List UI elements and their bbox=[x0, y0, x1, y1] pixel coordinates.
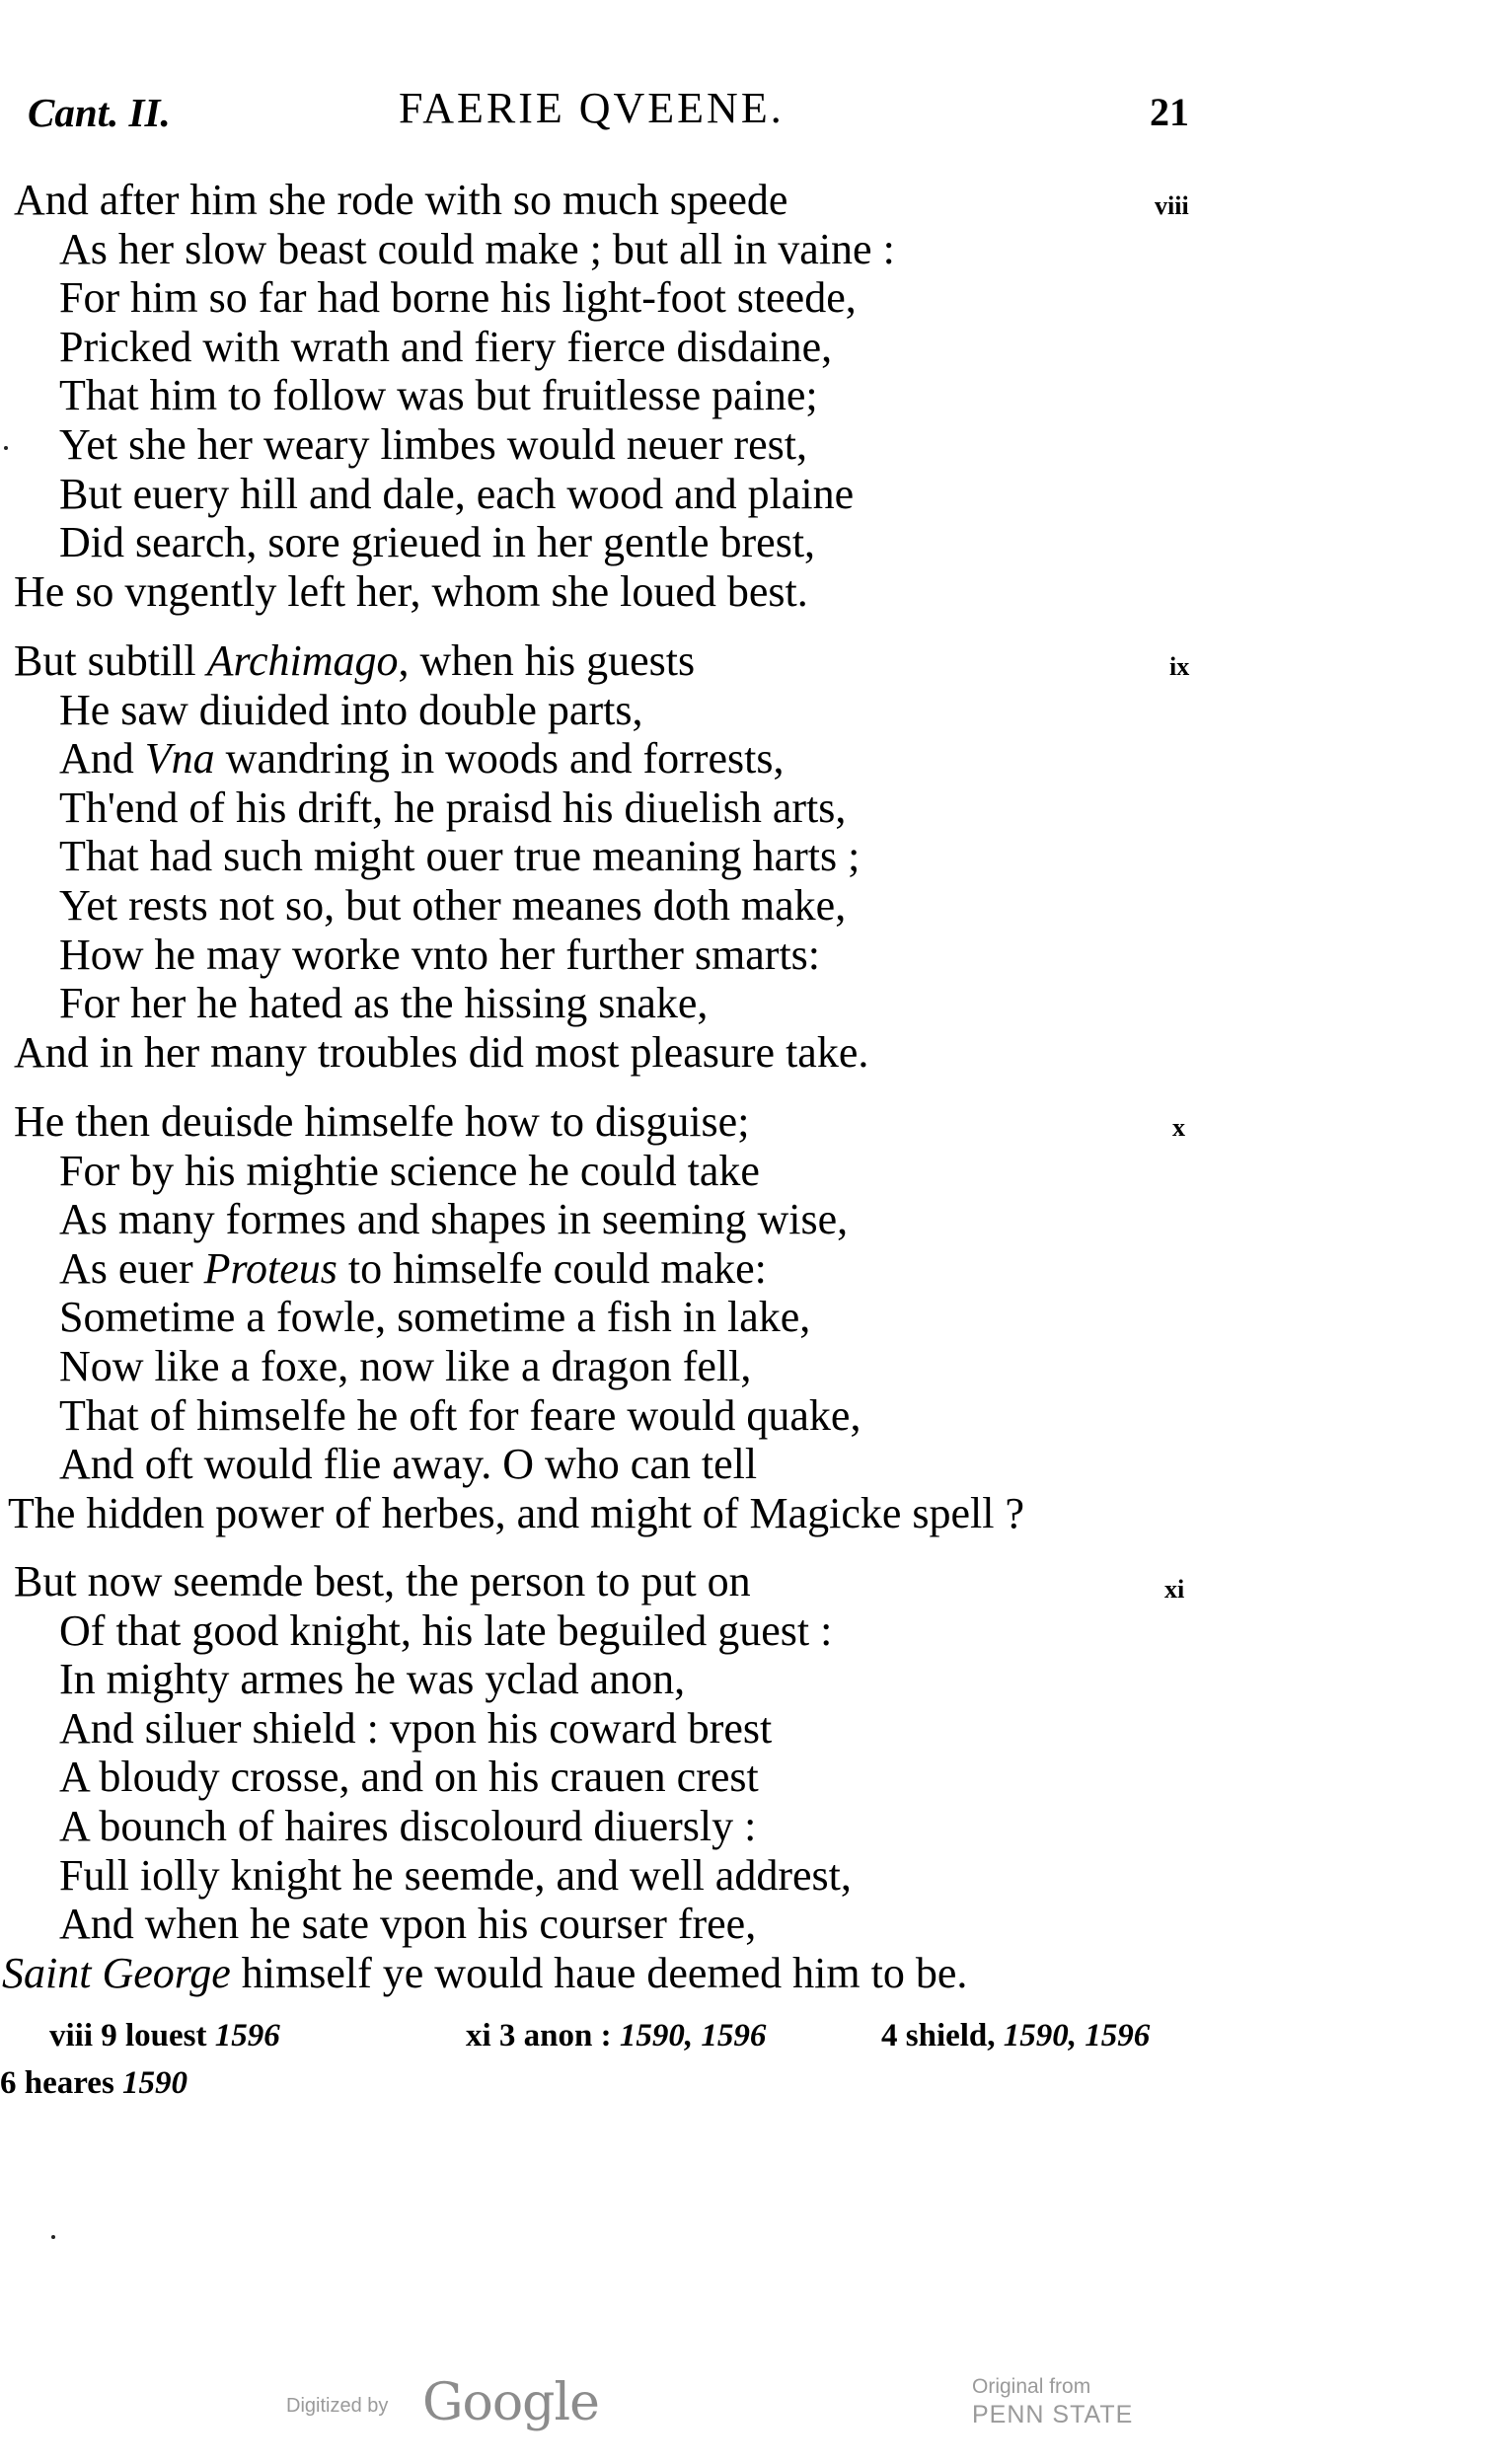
verse-line bbox=[59, 686, 642, 735]
verse-line bbox=[59, 832, 860, 881]
verse-text: wandring in woods and forrests, bbox=[214, 734, 785, 784]
verse-text: For by his mightie science he could take bbox=[59, 1146, 760, 1195]
stanza-number: ix bbox=[1169, 652, 1190, 681]
verse-text: How he may worke vnto her further smarts: bbox=[59, 930, 821, 979]
verse-text: That of himselfe he oft for feare would quake, bbox=[59, 1390, 861, 1440]
verse-line bbox=[14, 1557, 751, 1606]
google-logo: Google bbox=[422, 2373, 599, 2432]
verse-line bbox=[59, 1440, 757, 1489]
google-watermark bbox=[286, 2373, 641, 2442]
verse-text: A bounch of haires discolourd diuersly : bbox=[59, 1802, 757, 1850]
verse-line bbox=[59, 1851, 852, 1901]
verse-text: Did search, sore grieued in her gentle brest, bbox=[59, 518, 816, 567]
verse-text: And in her many troubles did most pleasure take. bbox=[14, 1027, 869, 1077]
verse-line bbox=[59, 518, 815, 567]
verse-text: As her slow beast could make ; but all in vaine : bbox=[59, 224, 895, 273]
proper-name: Proteus bbox=[203, 1243, 337, 1293]
verse-line bbox=[59, 1606, 832, 1656]
verse-line bbox=[59, 1802, 756, 1851]
verse-line bbox=[59, 931, 820, 980]
verse-line bbox=[59, 371, 818, 420]
verse-line bbox=[59, 1195, 848, 1244]
verse-text: Of that good knight, his late beguiled guest : bbox=[59, 1605, 833, 1655]
verse-line bbox=[14, 1028, 868, 1078]
verse-text: Th'end of his drift, he praisd his diuelish arts, bbox=[59, 783, 847, 832]
stanza-number: viii bbox=[1155, 191, 1189, 220]
verse-line bbox=[59, 784, 846, 833]
book-title: FAERIE QVEENE. bbox=[399, 84, 785, 132]
verse-line bbox=[2, 1949, 967, 1998]
verse-line bbox=[59, 420, 807, 470]
verse-text: Full iolly knight he seemde, and well addrest, bbox=[59, 1850, 852, 1900]
verse-text: The hidden power of herbes, and might of Magicke spell ? bbox=[8, 1488, 1025, 1537]
running-head bbox=[0, 79, 1498, 138]
verse-text: But euery hill and dale, each wood and plaine bbox=[59, 469, 855, 518]
proper-name: Saint George bbox=[2, 1948, 231, 1997]
note-xi-3: xi 3 anon : 1590, 1596 bbox=[466, 2018, 767, 2053]
stanza-number: x bbox=[1172, 1113, 1185, 1142]
verse-line bbox=[59, 1655, 685, 1704]
proper-name: Vna bbox=[144, 734, 215, 784]
stanza-number: xi bbox=[1164, 1575, 1185, 1604]
verse-text: As euer bbox=[59, 1243, 204, 1293]
verse-text: And when he sate vpon his courser free, bbox=[59, 1900, 757, 1949]
verse-text: And oft would flie away. O who can tell bbox=[59, 1440, 758, 1489]
institution-label: PENN STATE bbox=[972, 2401, 1134, 2428]
verse-text: In mighty armes he was yclad anon, bbox=[59, 1655, 686, 1704]
textual-notes bbox=[0, 2018, 1283, 2117]
verse-line bbox=[59, 225, 895, 274]
verse-text: , when his guests bbox=[398, 636, 696, 685]
verse-text: A bloudy crosse, and on his crauen crest bbox=[59, 1753, 759, 1802]
verse-line bbox=[59, 273, 857, 323]
verse-line bbox=[59, 1753, 759, 1802]
verse-line bbox=[59, 881, 846, 931]
verse-text: And siluer shield : vpon his coward brest bbox=[59, 1703, 773, 1753]
note-viii-9: viii 9 louest 1596 bbox=[49, 2018, 280, 2053]
print-speck bbox=[4, 446, 8, 450]
verse-text: But subtill bbox=[14, 636, 207, 685]
verse-text: That had such might ouer true meaning harts ; bbox=[59, 832, 861, 881]
canto-label: Cant. II. bbox=[28, 90, 171, 135]
verse-text: As many formes and shapes in seeming wise, bbox=[59, 1195, 849, 1244]
verse-text: He so vngently left her, whom she loued best. bbox=[14, 566, 808, 616]
verse-text: He then deuisde himselfe how to disguise; bbox=[14, 1097, 750, 1146]
verse-line bbox=[14, 1097, 749, 1147]
verse-text: But now seemde best, the person to put on bbox=[14, 1557, 751, 1605]
verse-line bbox=[14, 176, 787, 225]
stanza-x bbox=[0, 1097, 1283, 1547]
verse-text: He saw diuided into double parts, bbox=[59, 685, 643, 734]
verse-text: himself ye would haue deemed him to be. bbox=[230, 1948, 968, 1997]
page-number: 21 bbox=[1150, 90, 1189, 134]
stanza-xi bbox=[0, 1557, 1283, 2007]
verse-text: For him so far had borne his light-foot steede, bbox=[59, 273, 857, 323]
print-speck bbox=[51, 2235, 55, 2239]
verse-text: Pricked with wrath and fiery fierce disdaine, bbox=[59, 322, 833, 371]
verse-line bbox=[8, 1489, 1024, 1538]
verse-line bbox=[59, 470, 854, 519]
note-xi-4: 4 shield, 1590, 1596 bbox=[881, 2018, 1151, 2053]
verse-line bbox=[59, 1147, 760, 1196]
original-from-label: Original from bbox=[972, 2375, 1091, 2398]
verse-line bbox=[59, 1900, 756, 1949]
verse-text: That him to follow was but fruitlesse paine; bbox=[59, 371, 818, 420]
verse-line bbox=[59, 979, 708, 1028]
verse-line bbox=[59, 1293, 810, 1342]
digitized-by-label: Digitized by bbox=[286, 2395, 389, 2417]
verse-line bbox=[59, 734, 784, 784]
verse-text: Yet she her weary limbes would neuer rest, bbox=[59, 420, 808, 469]
verse-text: Now like a foxe, now like a dragon fell, bbox=[59, 1342, 752, 1390]
stanza-viii bbox=[0, 176, 1283, 626]
verse-text: Sometime a fowle, sometime a fish in lake, bbox=[59, 1293, 811, 1342]
verse-line bbox=[14, 636, 695, 686]
note-xi-6: 6 heares 1590 bbox=[0, 2065, 188, 2101]
verse-text: And bbox=[59, 734, 145, 784]
verse-text: to himselfe could make: bbox=[337, 1243, 767, 1293]
verse-text: And after him she rode with so much speede bbox=[14, 176, 788, 224]
verse-line bbox=[14, 567, 808, 617]
proper-name: Archimago bbox=[206, 636, 399, 685]
verse-line bbox=[59, 1704, 772, 1754]
source-credit bbox=[972, 2373, 1133, 2428]
verse-line bbox=[59, 1244, 767, 1294]
verse-line bbox=[59, 1342, 751, 1391]
verse-line bbox=[59, 323, 832, 372]
stanza-ix bbox=[0, 636, 1283, 1086]
verse-text: For her he hated as the hissing snake, bbox=[59, 979, 709, 1028]
verse-line bbox=[59, 1391, 861, 1441]
verse-text: Yet rests not so, but other meanes doth make, bbox=[59, 881, 847, 930]
